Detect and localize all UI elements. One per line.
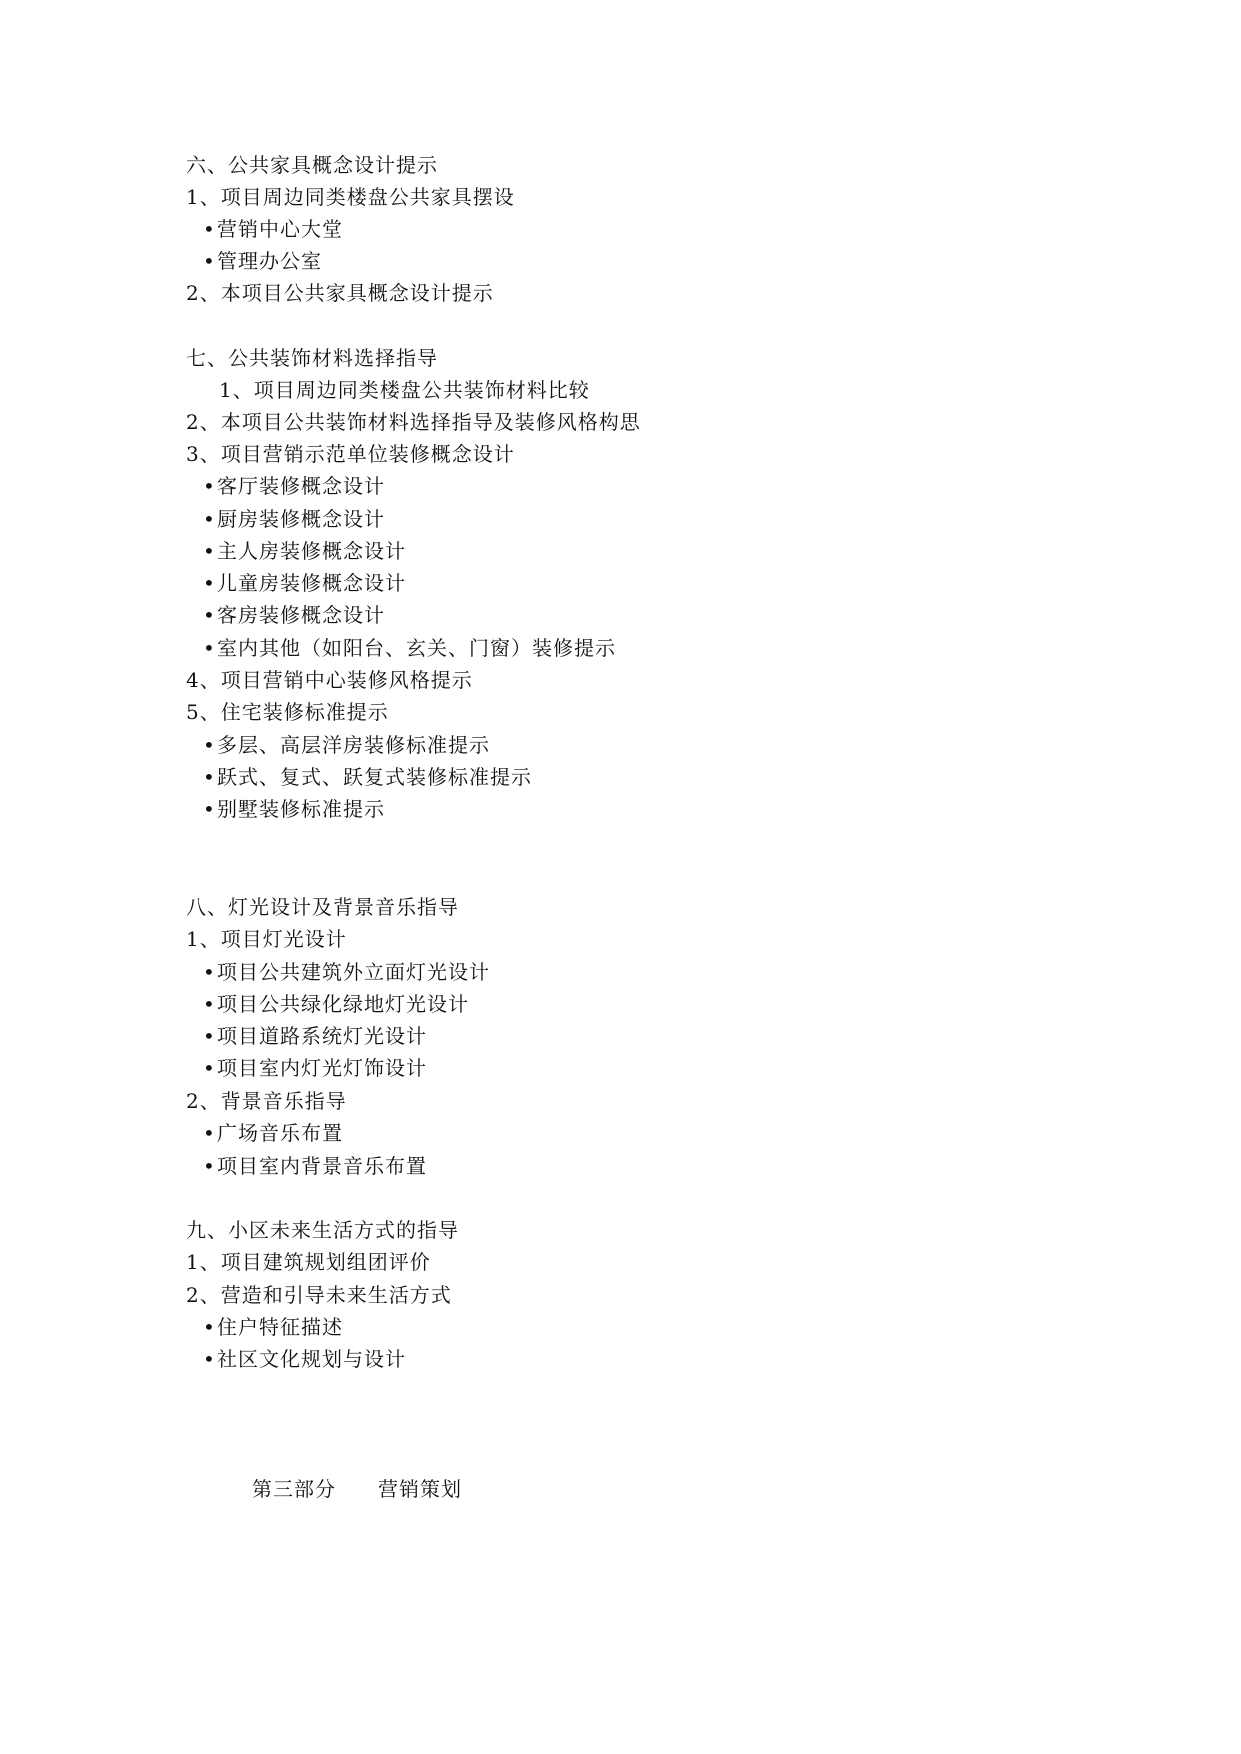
bullet-text: 客厅装修概念设计 xyxy=(217,474,385,498)
bullet-text: 项目公共建筑外立面灯光设计 xyxy=(217,960,490,984)
list-item: 3、项目营销示范单位装修概念设计 xyxy=(186,442,515,466)
bullet-icon: • xyxy=(203,474,216,498)
bullet-item xyxy=(203,1119,343,1147)
bullet-item xyxy=(203,505,385,533)
bullet-text: 厨房装修概念设计 xyxy=(217,507,385,531)
bullet-icon: • xyxy=(203,249,216,273)
list-item: 1、项目建筑规划组团评价 xyxy=(186,1250,431,1274)
bullet-text: 管理办公室 xyxy=(217,249,322,273)
part-heading xyxy=(252,1475,462,1503)
bullet-text: 跃式、复式、跃复式装修标准提示 xyxy=(217,765,532,789)
bullet-icon: • xyxy=(203,1121,216,1145)
bullet-item xyxy=(203,1152,427,1180)
bullet-text: 儿童房装修概念设计 xyxy=(217,571,406,595)
bullet-icon: • xyxy=(203,1154,216,1178)
part-label: 第三部分 xyxy=(252,1477,336,1501)
bullet-text: 室内其他（如阳台、玄关、门窗）装修提示 xyxy=(217,636,616,660)
list-item: 2、背景音乐指导 xyxy=(186,1089,347,1113)
list-item: 2、本项目公共装饰材料选择指导及装修风格构思 xyxy=(186,410,641,434)
bullet-text: 项目室内背景音乐布置 xyxy=(217,1154,427,1178)
bullet-item xyxy=(203,731,490,759)
bullet-text: 项目公共绿化绿地灯光设计 xyxy=(217,992,469,1016)
bullet-item xyxy=(203,795,385,823)
bullet-icon: • xyxy=(203,992,216,1016)
bullet-item xyxy=(203,1313,343,1341)
bullet-item xyxy=(203,215,343,243)
bullet-text: 项目道路系统灯光设计 xyxy=(217,1024,427,1048)
bullet-icon: • xyxy=(203,1056,216,1080)
bullet-item xyxy=(203,763,532,791)
list-item: 5、住宅装修标准提示 xyxy=(186,700,389,724)
section-heading: 七、公共装饰材料选择指导 xyxy=(186,346,438,370)
bullet-icon: • xyxy=(203,507,216,531)
bullet-item xyxy=(203,1022,427,1050)
bullet-text: 广场音乐布置 xyxy=(217,1121,343,1145)
bullet-item xyxy=(203,990,469,1018)
bullet-text: 住户特征描述 xyxy=(217,1315,343,1339)
bullet-icon: • xyxy=(203,1347,216,1371)
section-heading: 六、公共家具概念设计提示 xyxy=(186,153,438,177)
part-name: 营销策划 xyxy=(378,1477,462,1501)
bullet-item xyxy=(203,537,406,565)
bullet-icon: • xyxy=(203,1024,216,1048)
bullet-icon: • xyxy=(203,217,216,241)
bullet-text: 营销中心大堂 xyxy=(217,217,343,241)
bullet-icon: • xyxy=(203,765,216,789)
bullet-item xyxy=(203,958,490,986)
bullet-text: 客房装修概念设计 xyxy=(217,603,385,627)
bullet-item xyxy=(203,472,385,500)
bullet-item xyxy=(203,1345,406,1373)
bullet-text: 多层、高层洋房装修标准提示 xyxy=(217,733,490,757)
bullet-item xyxy=(203,1054,427,1082)
bullet-icon: • xyxy=(203,603,216,627)
list-item: 2、本项目公共家具概念设计提示 xyxy=(186,281,494,305)
bullet-text: 项目室内灯光灯饰设计 xyxy=(217,1056,427,1080)
bullet-icon: • xyxy=(203,797,216,821)
bullet-icon: • xyxy=(203,960,216,984)
bullet-text: 别墅装修标准提示 xyxy=(217,797,385,821)
section-heading: 八、灯光设计及背景音乐指导 xyxy=(186,895,459,919)
bullet-item xyxy=(203,247,322,275)
bullet-text: 主人房装修概念设计 xyxy=(217,539,406,563)
bullet-icon: • xyxy=(203,733,216,757)
bullet-text: 社区文化规划与设计 xyxy=(217,1347,406,1371)
bullet-item xyxy=(203,634,616,662)
bullet-icon: • xyxy=(203,1315,216,1339)
bullet-item xyxy=(203,569,406,597)
list-item: 1、项目周边同类楼盘公共装饰材料比较 xyxy=(219,378,590,402)
bullet-icon: • xyxy=(203,636,216,660)
section-heading: 九、小区未来生活方式的指导 xyxy=(186,1218,459,1242)
list-item: 2、营造和引导未来生活方式 xyxy=(186,1283,452,1307)
list-item: 1、项目灯光设计 xyxy=(186,927,347,951)
bullet-icon: • xyxy=(203,571,216,595)
list-item: 1、项目周边同类楼盘公共家具摆设 xyxy=(186,185,515,209)
bullet-item xyxy=(203,601,385,629)
bullet-icon: • xyxy=(203,539,216,563)
list-item: 4、项目营销中心装修风格提示 xyxy=(186,668,473,692)
